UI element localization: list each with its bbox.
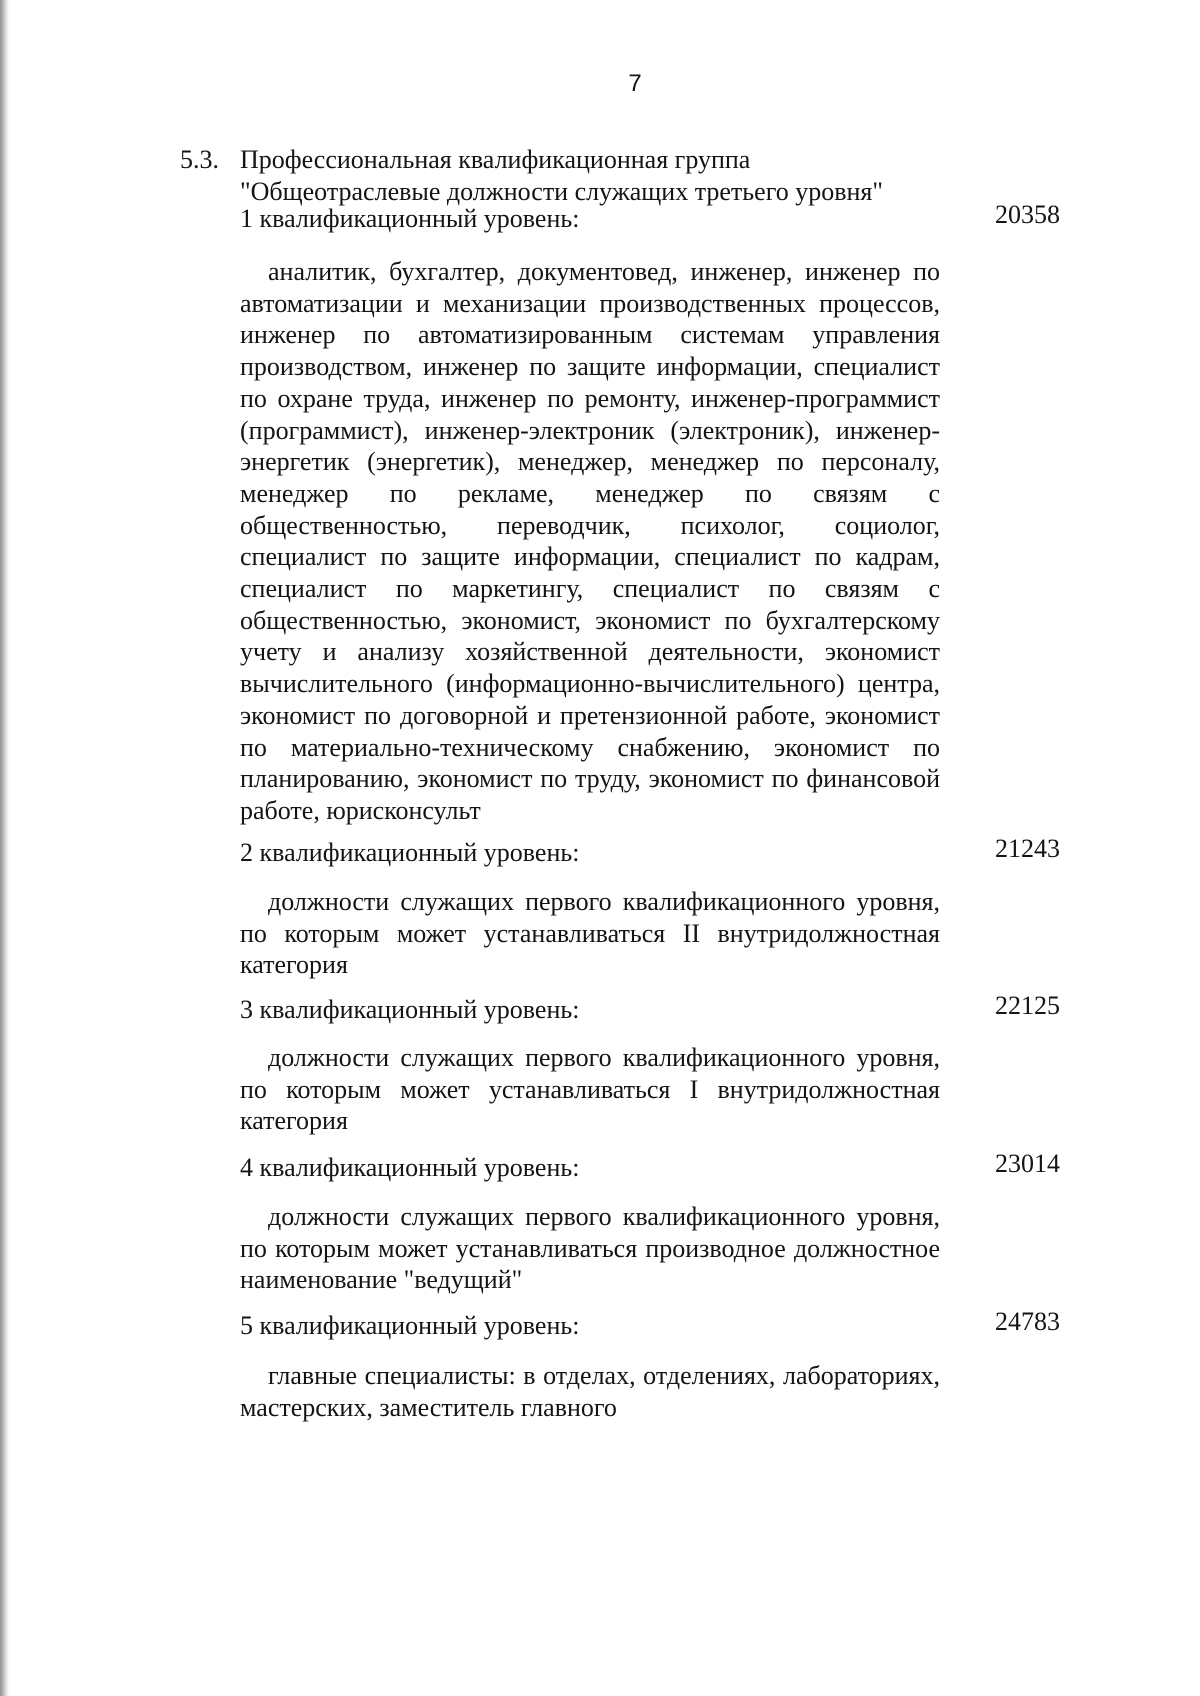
level-2-description: должности служащих первого квалификационного уровня, по которым может устанавливаться II внутридолжностная категория	[240, 887, 940, 980]
section-title	[240, 144, 960, 208]
section-title-line-2: "Общеотраслевые должности служащих третьего уровня"	[240, 177, 883, 206]
level-4-description: должности служащих первого квалификационного уровня, по которым может устанавливаться производное должностное наименование "ведущий"	[240, 1202, 940, 1295]
level-label: 1 квалификационный уровень:	[240, 204, 580, 233]
level-5-description: главные специалисты: в отделах, отделениях, лабораториях, мастерских, заместитель главного	[240, 1361, 940, 1422]
level-3-description: должности служащих первого квалификационного уровня, по которым может устанавливаться I внутридолжностная категория	[240, 1043, 940, 1136]
level-2-heading	[240, 836, 1060, 870]
section-number: 5.3.	[180, 145, 219, 174]
level-label: 5 квалификационный уровень:	[240, 1311, 580, 1340]
section-title-line-1: Профессиональная квалификационная группа	[240, 145, 751, 174]
level-salary: 21243	[995, 834, 1060, 863]
level-label: 2 квалификационный уровень:	[240, 838, 580, 867]
level-5-heading	[240, 1309, 1060, 1343]
level-salary: 24783	[995, 1307, 1060, 1336]
level-4-heading	[240, 1151, 1060, 1185]
level-1-description: аналитик, бухгалтер, документовед, инженер, инженер по автоматизации и механизации производственных процессов, инженер по автоматизированным системам управления производством, инженер по защите информации, специалист по охране труда, инженер по ремонту, инженер-программист (программист), инженер-электроник (электроник), инженер-энергетик (энергетик), менеджер, менеджер по персоналу, менеджер по рекламе, менеджер по связям с общественностью, переводчик, психолог, социолог, специалист по защите информации, специалист по кадрам, специалист по маркетингу, специалист по связям с общественностью, экономист, экономист по бухгалтерскому учету и анализу хозяйственной деятельности, экономист вычислительного (информационно-вычислительного) центра, экономист по договорной и претензионной работе, экономист по материально-техническому снабжению, экономист по планированию, экономист по труду, экономист по финансовой работе, юрисконсульт	[240, 257, 940, 825]
level-salary: 23014	[995, 1149, 1060, 1178]
level-salary: 22125	[995, 991, 1060, 1020]
level-salary: 20358	[995, 200, 1060, 229]
page-number: 7	[628, 70, 642, 97]
level-1-heading	[240, 202, 1060, 236]
level-3-heading	[240, 993, 1060, 1027]
scan-edge-shadow	[0, 0, 9, 1696]
level-label: 4 квалификационный уровень:	[240, 1153, 580, 1182]
level-label: 3 квалификационный уровень:	[240, 995, 580, 1024]
